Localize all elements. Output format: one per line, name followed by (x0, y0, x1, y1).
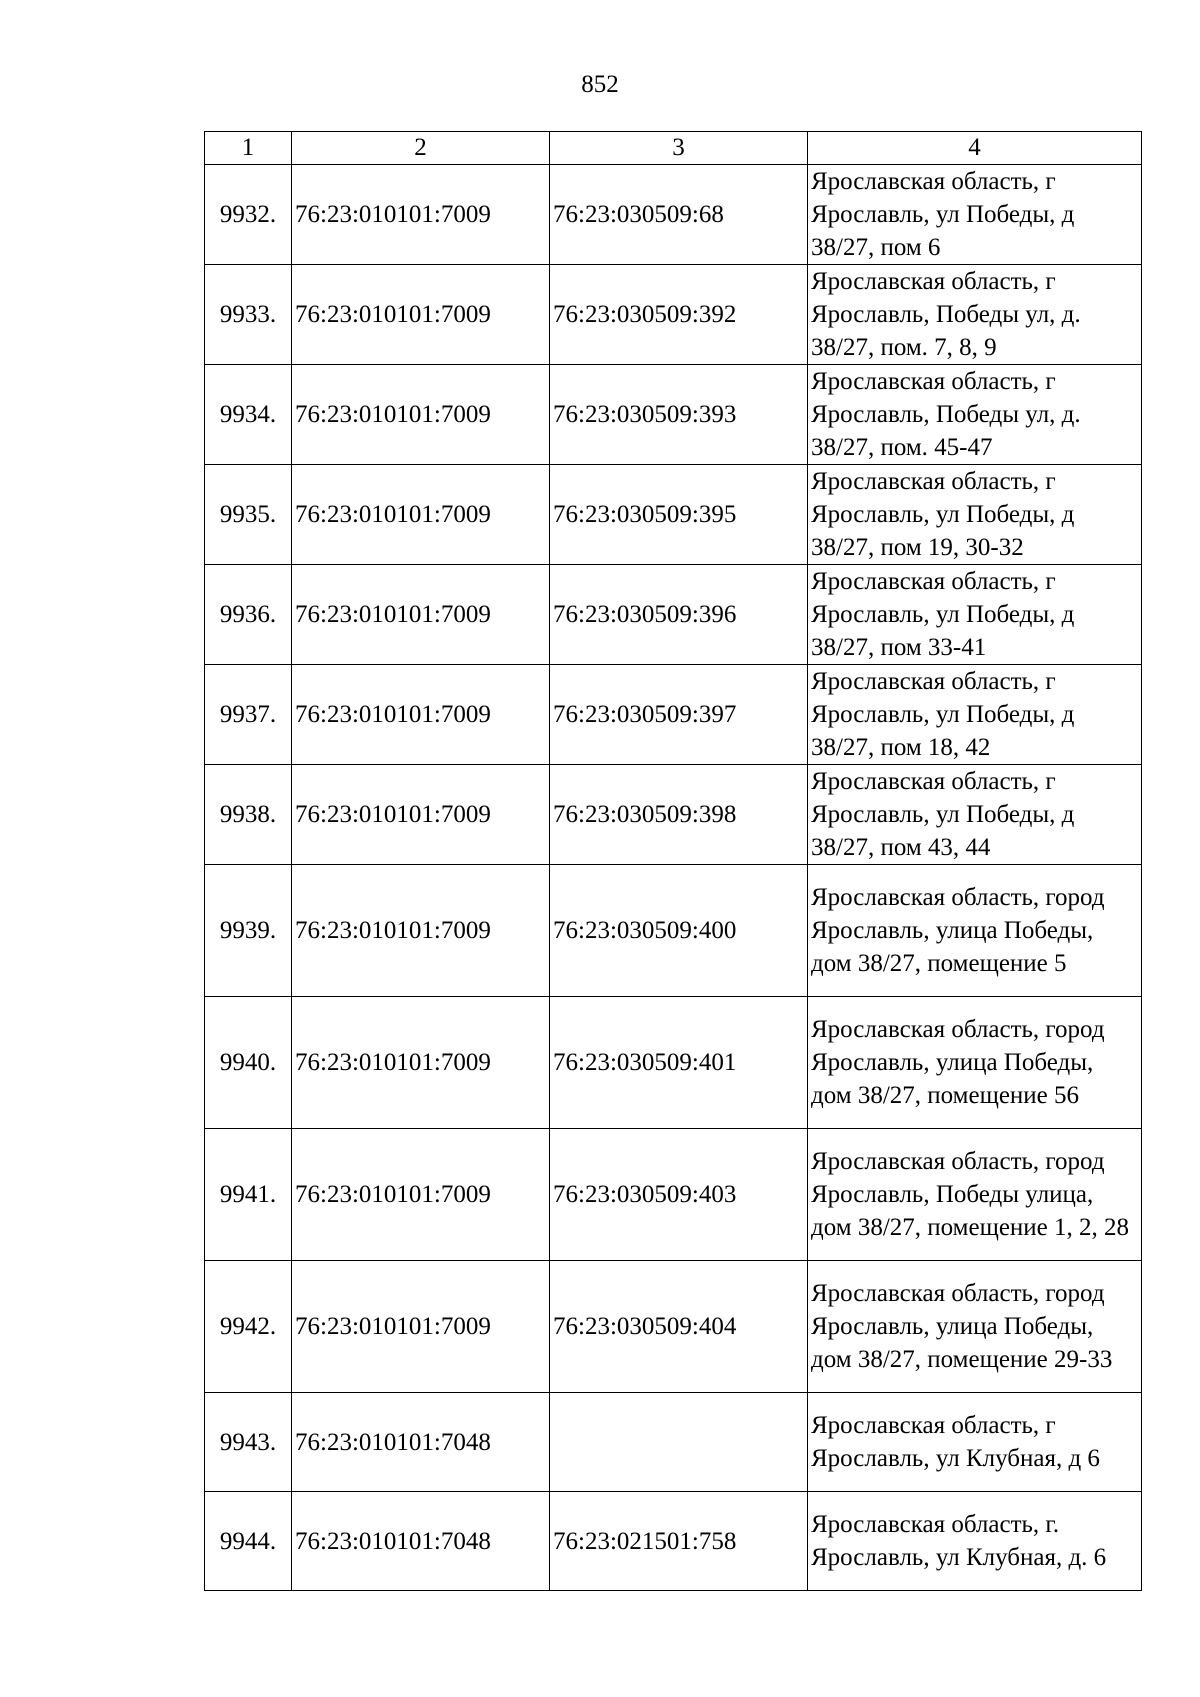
row-number: 9934. (205, 365, 292, 465)
header-row (205, 132, 1142, 165)
row-number: 9942. (205, 1261, 292, 1393)
row-number: 9938. (205, 765, 292, 865)
table-row (205, 1129, 1142, 1261)
header-cell: 4 (808, 132, 1142, 165)
address: Ярославская область, г Ярославль, ул Победы, д 38/27, пом 18, 42 (808, 665, 1142, 765)
row-number: 9941. (205, 1129, 292, 1261)
table-row (205, 165, 1142, 265)
cadastral-object: 76:23:030509:400 (550, 865, 808, 997)
address: Ярославская область, г Ярославль, ул Победы, д 38/27, пом 33-41 (808, 565, 1142, 665)
cadastral-parcel: 76:23:010101:7048 (292, 1393, 550, 1492)
table-row (205, 265, 1142, 365)
cadastral-object: 76:23:030509:397 (550, 665, 808, 765)
header-cell: 1 (205, 132, 292, 165)
cadastral-object: 76:23:030509:392 (550, 265, 808, 365)
row-number: 9936. (205, 565, 292, 665)
cadastral-object: 76:23:030509:403 (550, 1129, 808, 1261)
address: Ярославская область, г Ярославль, ул Победы, д 38/27, пом 6 (808, 165, 1142, 265)
header-cell: 2 (292, 132, 550, 165)
table-row (205, 1261, 1142, 1393)
cadastral-parcel: 76:23:010101:7009 (292, 565, 550, 665)
cadastral-parcel: 76:23:010101:7009 (292, 1129, 550, 1261)
cadastral-object: 76:23:030509:401 (550, 997, 808, 1129)
address: Ярославская область, г Ярославль, Победы ул, д. 38/27, пом. 7, 8, 9 (808, 265, 1142, 365)
table-row (205, 665, 1142, 765)
row-number: 9940. (205, 997, 292, 1129)
cadastral-parcel: 76:23:010101:7048 (292, 1492, 550, 1591)
address: Ярославская область, город Ярославль, улица Победы, дом 38/27, помещение 5 (808, 865, 1142, 997)
row-number: 9933. (205, 265, 292, 365)
table-row (205, 565, 1142, 665)
cadastral-parcel: 76:23:010101:7009 (292, 165, 550, 265)
address: Ярославская область, город Ярославль, улица Победы, дом 38/27, помещение 29-33 (808, 1261, 1142, 1393)
header-cell: 3 (550, 132, 808, 165)
cadastral-object (550, 1393, 808, 1492)
table-row (205, 465, 1142, 565)
cadastral-object: 76:23:030509:395 (550, 465, 808, 565)
cadastral-parcel: 76:23:010101:7009 (292, 665, 550, 765)
address: Ярославская область, г Ярославль, ул Победы, д 38/27, пом 43, 44 (808, 765, 1142, 865)
page-number: 852 (581, 71, 619, 98)
cadastral-object: 76:23:030509:396 (550, 565, 808, 665)
row-number: 9932. (205, 165, 292, 265)
cadastral-parcel: 76:23:010101:7009 (292, 365, 550, 465)
cadastral-parcel: 76:23:010101:7009 (292, 1261, 550, 1393)
registry-table (204, 131, 1142, 1591)
table-row (205, 865, 1142, 997)
table-row (205, 765, 1142, 865)
cadastral-object: 76:23:030509:404 (550, 1261, 808, 1393)
row-number: 9944. (205, 1492, 292, 1591)
cadastral-object: 76:23:030509:68 (550, 165, 808, 265)
address: Ярославская область, г Ярославль, ул Победы, д 38/27, пом 19, 30-32 (808, 465, 1142, 565)
table-row (205, 1393, 1142, 1492)
cadastral-parcel: 76:23:010101:7009 (292, 765, 550, 865)
cadastral-object: 76:23:021501:758 (550, 1492, 808, 1591)
row-number: 9943. (205, 1393, 292, 1492)
cadastral-parcel: 76:23:010101:7009 (292, 465, 550, 565)
address: Ярославская область, город Ярославль, Победы улица, дом 38/27, помещение 1, 2, 28 (808, 1129, 1142, 1261)
address: Ярославская область, г. Ярославль, ул Клубная, д. 6 (808, 1492, 1142, 1591)
cadastral-object: 76:23:030509:398 (550, 765, 808, 865)
address: Ярославская область, город Ярославль, улица Победы, дом 38/27, помещение 56 (808, 997, 1142, 1129)
row-number: 9937. (205, 665, 292, 765)
address: Ярославская область, г Ярославль, Победы ул, д. 38/27, пом. 45-47 (808, 365, 1142, 465)
cadastral-parcel: 76:23:010101:7009 (292, 997, 550, 1129)
cadastral-parcel: 76:23:010101:7009 (292, 265, 550, 365)
table-row (205, 997, 1142, 1129)
table-row (205, 365, 1142, 465)
cadastral-object: 76:23:030509:393 (550, 365, 808, 465)
row-number: 9939. (205, 865, 292, 997)
row-number: 9935. (205, 465, 292, 565)
table-row (205, 1492, 1142, 1591)
cadastral-parcel: 76:23:010101:7009 (292, 865, 550, 997)
address: Ярославская область, г Ярославль, ул Клубная, д 6 (808, 1393, 1142, 1492)
